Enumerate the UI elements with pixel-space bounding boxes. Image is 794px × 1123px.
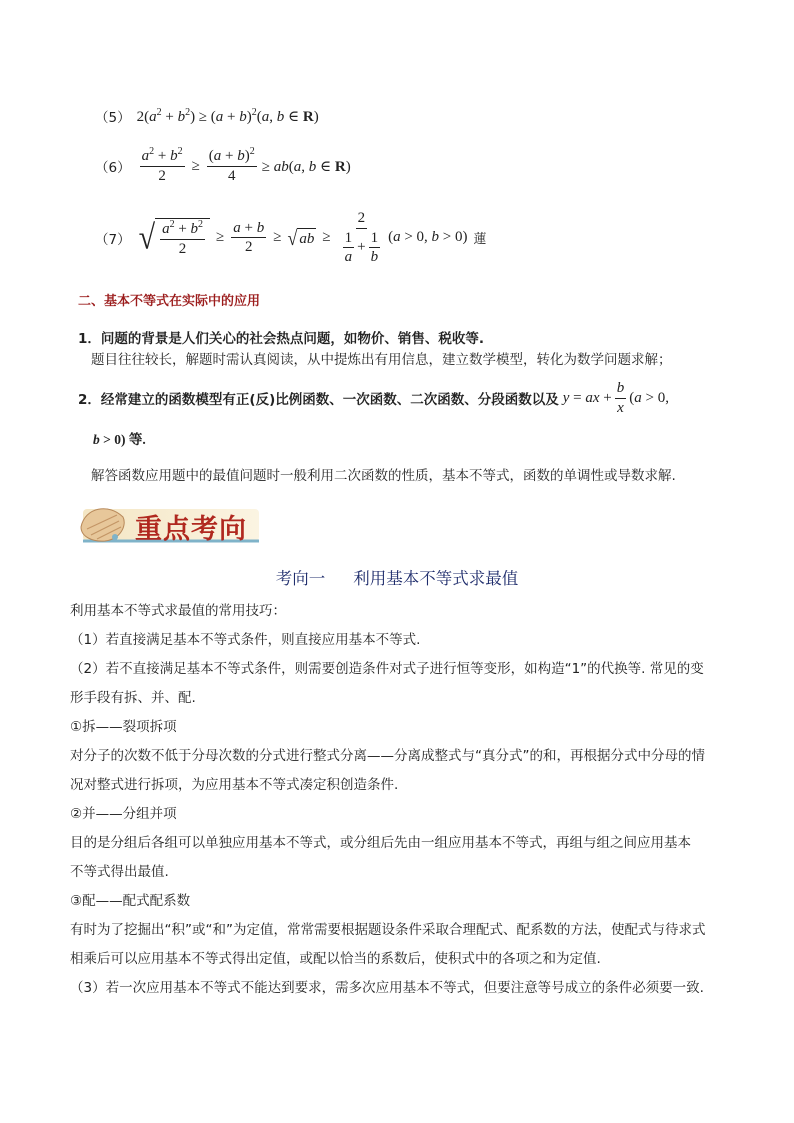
body-line: ③配——配式配系数 [70, 893, 191, 909]
formula-6: （6） $\frac{a^2 + b^2}{2}$ ≥ $\frac{(a + b)^2}{4}$ ≥ ab(a, b ∈ R) [95, 146, 351, 184]
formula-5 [95, 106, 319, 126]
heading-part2: 利用基本不等式求最值 [353, 569, 519, 588]
square-root: √ ab [287, 226, 315, 250]
body-line: ②并——分组并项 [70, 806, 177, 822]
formula-5-math: $2(a^2 + b^2) \ge (a + b)^2(a$, b ∈ R) [136, 106, 319, 125]
formula-7: （7） √ $\frac{a^2 + b^2}{2}$ ≥ $\frac{a + b}{2}$ ≥ √ ab ≥ 2 $\frac{1}{a}$ + $\frac{1}{b}$ (a > 0, b > 0) 蓮 [95, 210, 487, 265]
heading-part1: 考向一 [275, 569, 326, 588]
body-line: 对分子的次数不低于分母次数的分式进行整式分离——分离成整式与“真分式”的和，再根据分式中分母的情 [70, 748, 705, 764]
body-line: 利用基本不等式求最值的常用技巧： [70, 603, 286, 619]
body-line: ①拆——裂项拆项 [70, 719, 177, 735]
formula-number: （5） [95, 110, 131, 126]
body-line: 形手段有拆、并、配. [70, 690, 196, 706]
body-line: 不等式得出最值. [70, 864, 169, 880]
formula-number: （6） [95, 160, 131, 176]
formula-number: （7） [95, 231, 131, 248]
body-line: （1）若直接满足基本不等式条件，则直接应用基本不等式. [70, 632, 421, 648]
body-text [70, 597, 730, 1003]
item-2-cont: b > 0) 等. [93, 432, 146, 447]
body-line: 目的是分组后各组可以单独应用基本不等式，或分组后先由一组应用基本不等式，再组与组之间应用基本 [70, 835, 691, 851]
item-1-desc: 题目往往较长，解题时需认真阅读，从中提炼出有用信息，建立数学模型，转化为数学问题求解； [91, 352, 672, 368]
body-line: 有时为了挖掘出“积”或“和”为定值，常常需要根据题设条件采取合理配式、配系数的方法，使配式与待求式 [70, 922, 706, 938]
key-direction-banner [75, 497, 265, 551]
fraction: 2 $\frac{1}{a}$ + $\frac{1}{b}$ [344, 210, 379, 265]
stray-char: 蓮 [473, 231, 487, 247]
body-line: （3）若一次应用基本不等式不能达到要求，需多次应用基本不等式，但要注意等号成立的条件必须要一致. [70, 980, 704, 996]
fraction: $\frac{a^2 + b^2}{2}$ [141, 146, 183, 184]
item-2-text: 2．经常建立的函数模型有正(反)比例函数、一次函数、二次函数、分段函数以及 [78, 392, 559, 408]
fraction: $\frac{(a + b)^2}{4}$ [208, 146, 255, 184]
item-2 [78, 380, 669, 416]
section-title: 二、基本不等式在实际中的应用 [78, 294, 261, 309]
body-line: 况对整式进行拆项，为应用基本不等式凑定积创造条件. [70, 777, 399, 793]
square-root: √ $\frac{a^2 + b^2}{2}$ [139, 218, 210, 257]
section-heading [0, 565, 794, 589]
banner-title: 重点考向 [135, 514, 247, 545]
item-2-formula: y = ax + $\frac{b}{x}$ ( a > 0, [562, 380, 669, 416]
item-1: 1．问题的背景是人们关心的社会热点问题，如物价、销售、税收等. [78, 331, 485, 347]
item-2-desc: 解答函数应用题中的最值问题时一般利用二次函数的性质，基本不等式，函数的单调性或导数求解. [91, 468, 676, 484]
body-line: （2）若不直接满足基本不等式条件，则需要创造条件对式子进行恒等变形，如构造“1”的代换等. 常见的变 [70, 661, 704, 677]
fraction: $\frac{a + b}{2}$ [233, 219, 265, 256]
body-line: 相乘后可以应用基本不等式得出定值，或配以恰当的系数后，使积式中的各项之和为定值. [70, 951, 601, 967]
